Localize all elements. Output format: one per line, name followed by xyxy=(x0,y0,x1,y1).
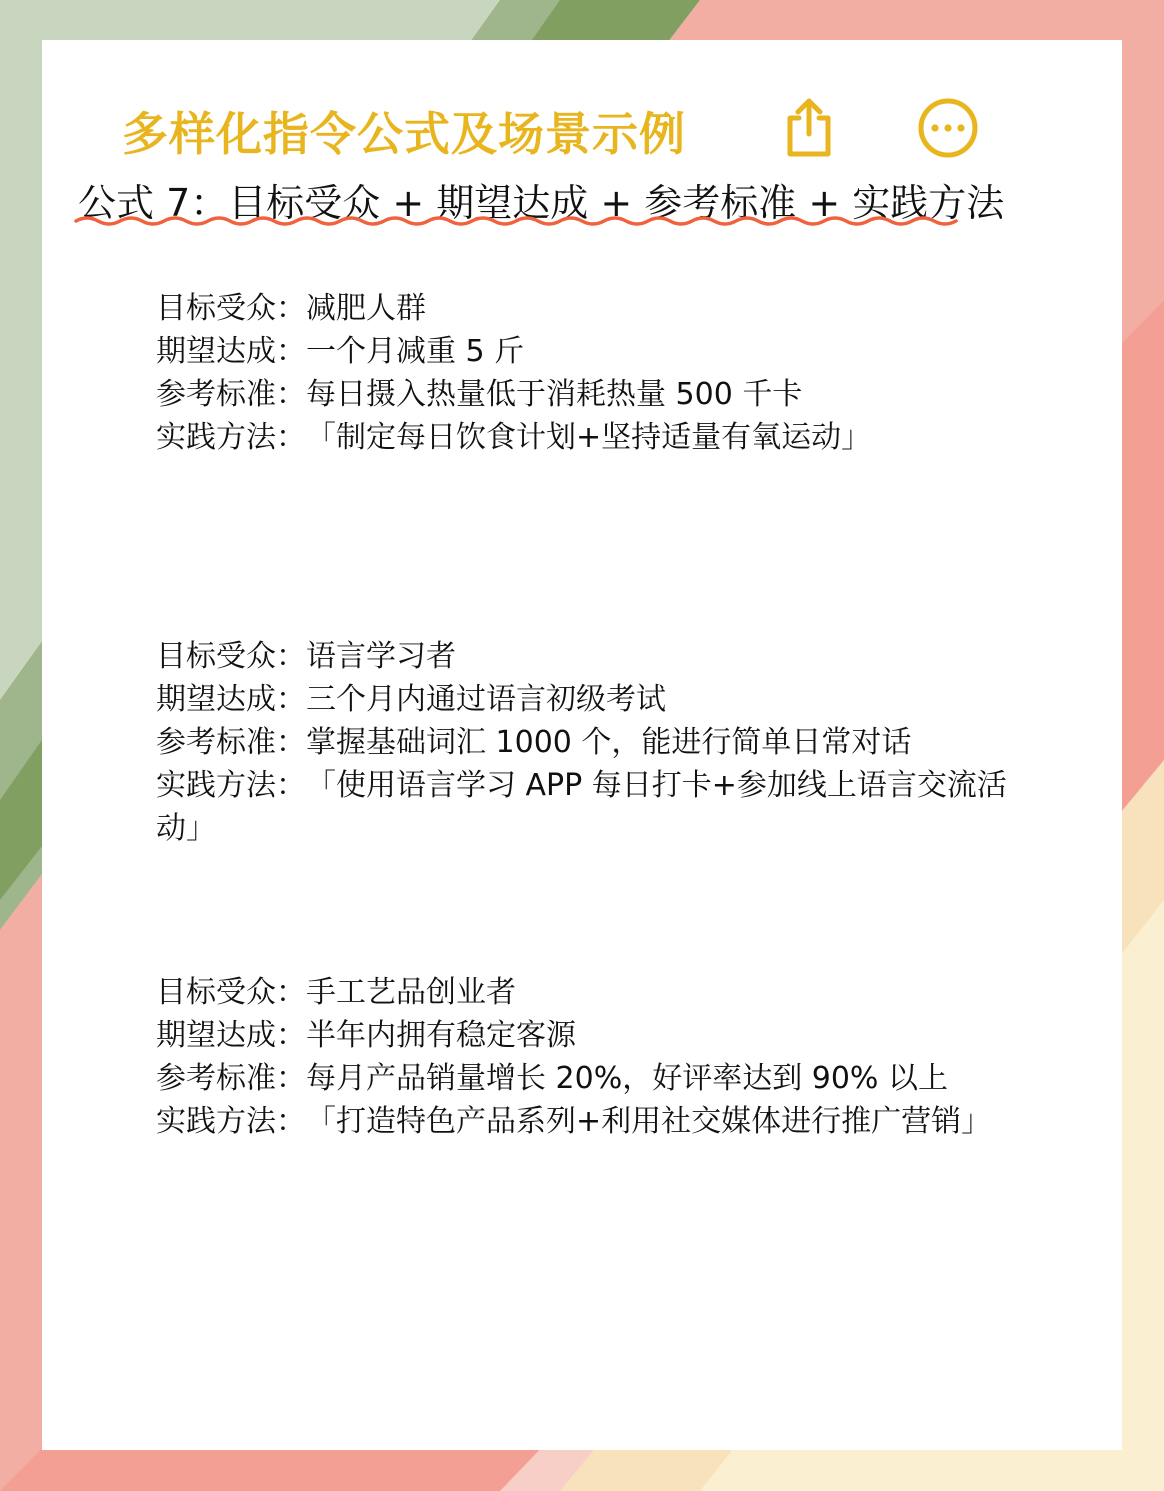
method-label: 实践方法： xyxy=(156,768,306,803)
method-value-continued: 动」 xyxy=(156,811,216,846)
goal-value: 三个月内通过语言初级考试 xyxy=(306,682,666,717)
audience-row xyxy=(156,287,1026,330)
example-block-3 xyxy=(156,971,1026,1143)
standard-value: 每日摄入热量低于消耗热量 500 千卡 xyxy=(306,377,803,412)
method-row xyxy=(156,1100,1026,1143)
audience-label: 目标受众： xyxy=(156,291,306,326)
standard-row xyxy=(156,1057,1026,1100)
method-row xyxy=(156,416,1026,459)
audience-value: 语言学习者 xyxy=(306,639,456,674)
page-title: 多样化指令公式及场景示例 xyxy=(122,107,686,161)
audience-row xyxy=(156,971,1026,1014)
goal-row xyxy=(156,1014,1026,1057)
audience-label: 目标受众： xyxy=(156,975,306,1010)
method-label: 实践方法： xyxy=(156,1104,306,1139)
standard-row xyxy=(156,373,1026,416)
share-icon[interactable] xyxy=(782,96,836,160)
goal-label: 期望达成： xyxy=(156,334,306,369)
method-value: 「打造特色产品系列+利用社交媒体进行推广营销」 xyxy=(306,1104,992,1139)
formula-title: 公式 7：目标受众 + 期望达成 + 参考标准 + 实践方法 xyxy=(78,181,1005,225)
standard-label: 参考标准： xyxy=(156,725,306,760)
standard-label: 参考标准： xyxy=(156,1061,306,1096)
method-continuation-row xyxy=(156,807,1026,850)
method-label: 实践方法： xyxy=(156,420,306,455)
audience-value: 减肥人群 xyxy=(306,291,426,326)
method-value: 「使用语言学习 APP 每日打卡+参加线上语言交流活 xyxy=(306,768,1007,803)
standard-value: 每月产品销量增长 20%，好评率达到 90% 以上 xyxy=(306,1061,948,1096)
goal-value: 半年内拥有稳定客源 xyxy=(306,1018,576,1053)
standard-row xyxy=(156,721,1026,764)
method-row xyxy=(156,764,1026,807)
example-block-2 xyxy=(156,635,1026,850)
goal-row xyxy=(156,330,1026,373)
audience-row xyxy=(156,635,1026,678)
goal-label: 期望达成： xyxy=(156,1018,306,1053)
example-block-1 xyxy=(156,287,1026,459)
goal-label: 期望达成： xyxy=(156,682,306,717)
standard-label: 参考标准： xyxy=(156,377,306,412)
audience-value: 手工艺品创业者 xyxy=(306,975,516,1010)
audience-label: 目标受众： xyxy=(156,639,306,674)
goal-value: 一个月减重 5 斤 xyxy=(306,334,525,369)
more-icon[interactable] xyxy=(917,97,979,159)
method-value: 「制定每日饮食计划+坚持适量有氧运动」 xyxy=(306,420,872,455)
goal-row xyxy=(156,678,1026,721)
standard-value: 掌握基础词汇 1000 个，能进行简单日常对话 xyxy=(306,725,912,760)
wavy-underline xyxy=(74,214,976,228)
